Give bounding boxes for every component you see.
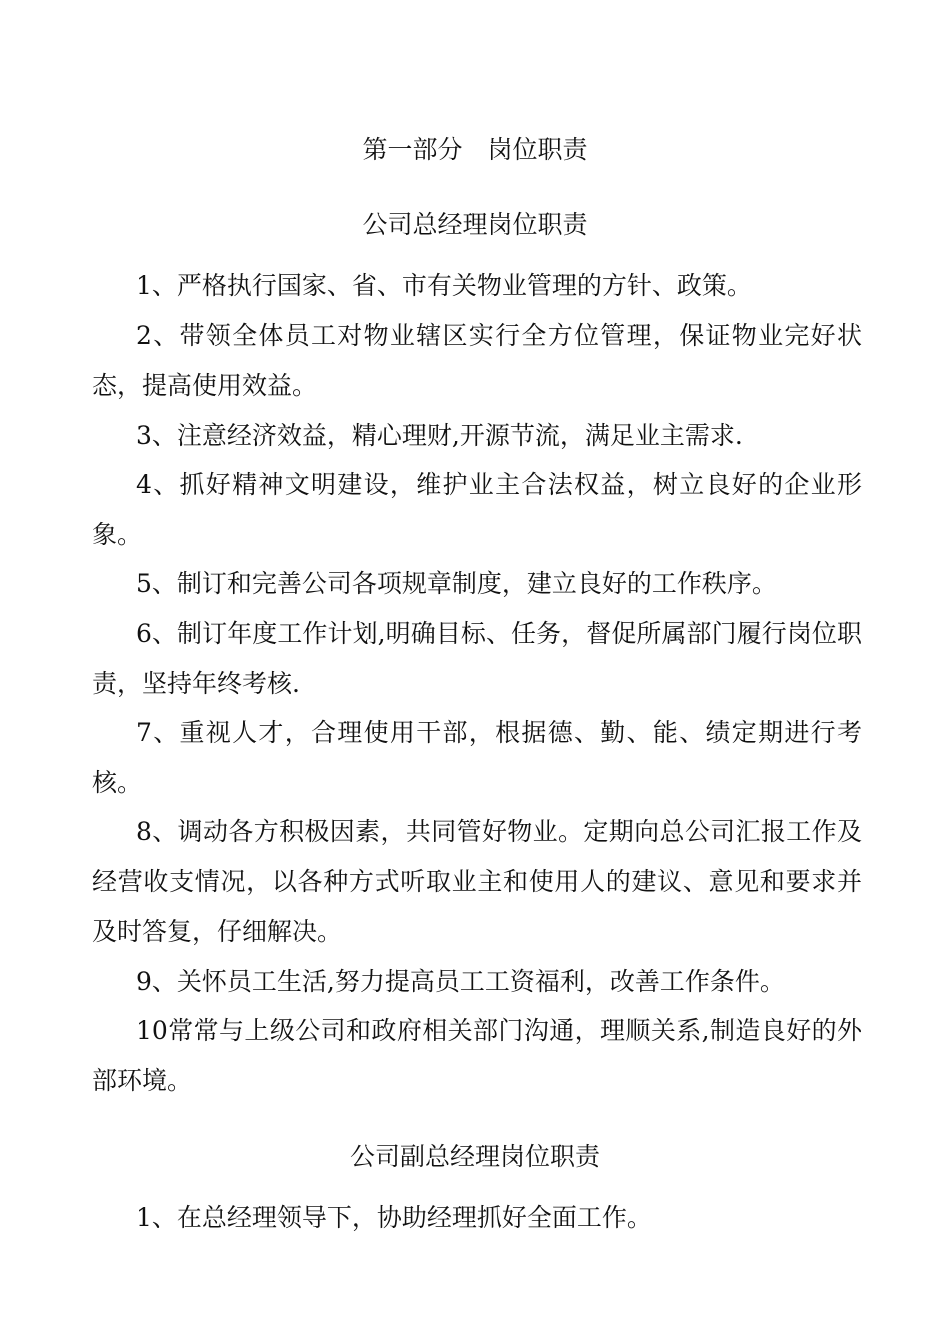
duty-item-4: 4、抓好精神文明建设，维护业主合法权益，树立良好的企业形象。 [92,470,862,549]
section-title-deputy-general-manager: 公司副总经理岗位职责 [349,1142,600,1171]
deputy-duty-item-1: 1、在总经理领导下，协助经理抓好全面工作。 [136,1203,652,1232]
duty-item-6: 6、制订年度工作计划,明确目标、任务，督促所属部门履行岗位职责，坚持年终考核. [92,619,862,698]
duty-item-2: 2、带领全体员工对物业辖区实行全方位管理，保证物业完好状态，提高使用效益。 [92,321,862,400]
duty-item-9: 9、关怀员工生活,努力提高员工工资福利，改善工作条件。 [136,967,785,996]
duty-item-8: 8、调动各方积极因素，共同管好物业。定期向总公司汇报工作及经营收支情况，以各种方式听取业主和使用人的建议、意见和要求并及时答复，仔细解决。 [92,817,862,946]
duty-item-7: 7、重视人才，合理使用干部，根据德、勤、能、绩定期进行考核。 [92,718,862,797]
duty-item-5: 5、制订和完善公司各项规章制度，建立良好的工作秩序。 [136,569,777,598]
duty-item-3: 3、注意经济效益，精心理财,开源节流，满足业主需求. [136,421,743,450]
part-title: 第一部分 岗位职责 [362,135,588,164]
duty-item-1: 1、严格执行国家、省、市有关物业管理的方针、政策。 [136,271,752,300]
duty-item-10: 10常常与上级公司和政府相关部门沟通，理顺关系,制造良好的外部环境。 [92,1016,862,1095]
section-title-general-manager: 公司总经理岗位职责 [362,210,588,239]
